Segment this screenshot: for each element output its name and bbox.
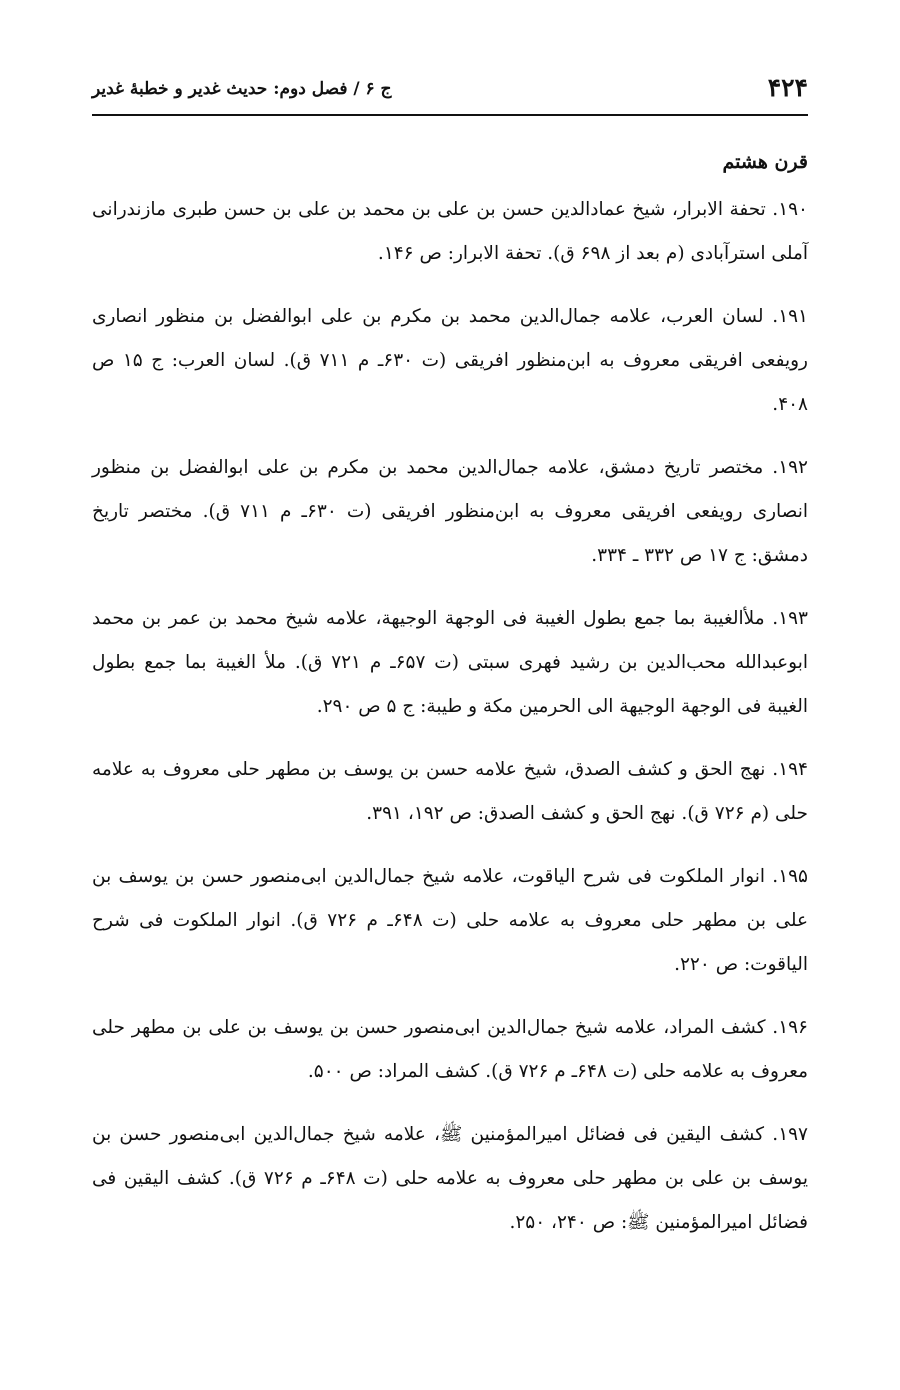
page-body: [92, 145, 808, 1264]
running-title: ج ۶ / فصل دوم: حدیث غدیر و خطبهٔ غدیر: [92, 79, 392, 99]
entry-195: ۱۹۵. انوار الملکوت فی شرح الیاقوت، علامه شیخ جمال‌الدین ابی‌منصور حسن بن یوسف بن علی بن مطهر حلی معروف به علامه حلی (ت ۶۴۸ـ م ۷۲۶ ق). انوار الملکوت فی شرح الیاقوت: ص ۲۲۰.: [92, 866, 808, 975]
section-heading: قرن هشتم: [722, 151, 808, 173]
entry-193: ۱۹۳. ملأالغیبة بما جمع بطول الغیبة فی الوجهة الوجیهة، علامه شیخ محمد بن عمر بن محمد ابوعبدالله محب‌الدین بن رشید فهری سبتی (ت ۶۵۷ـ م ۷۲۱ ق). ملأ الغیبة بما جمع بطول الغیبة فی الوجهة الوجیهة الی الحرمین مکة و طیبة: ج ۵ ص ۲۹۰.: [92, 608, 808, 717]
entry-197: ۱۹۷. کشف الیقین فی فضائل امیرالمؤمنین ﷺ، علامه شیخ جمال‌الدین ابی‌منصور حسن بن یوسف بن علی بن مطهر حلی معروف به علامه حلی (ت ۶۴۸ـ م ۷۲۶ ق). کشف الیقین فی فضائل امیرالمؤمنین ﷺ: ص ۲۴۰، ۲۵۰.: [92, 1124, 808, 1233]
entry-190: ۱۹۰. تحفة الابرار، شیخ عمادالدین حسن بن علی بن محمد بن علی بن حسن طبری مازندرانی آملی استرآبادی (م بعد از ۶۹۸ ق). تحفة الابرار: ص ۱۴۶.: [92, 199, 808, 264]
page-number: ۴۲۴: [767, 73, 808, 102]
entry-196: ۱۹۶. کشف المراد، علامه شیخ جمال‌الدین ابی‌منصور حسن بن یوسف بن علی بن مطهر حلی معروف به علامه حلی (ت ۶۴۸ـ م ۷۲۶ ق). کشف المراد: ص ۵۰۰.: [92, 1017, 808, 1082]
running-header: [92, 66, 808, 116]
entry-194: ۱۹۴. نهج الحق و کشف الصدق، شیخ علامه حسن بن یوسف بن مطهر حلی معروف به علامه حلی (م ۷۲۶ ق). نهج الحق و کشف الصدق: ص ۱۹۲، ۳۹۱.: [92, 759, 808, 824]
entry-192: ۱۹۲. مختصر تاریخ دمشق، علامه جمال‌الدین محمد بن مکرم بن علی ابوالفضل بن منظور انصاری رویفعی افریقی معروف به ابن‌منظور افریقی (ت ۶۳۰ـ م ۷۱۱ ق). مختصر تاریخ دمشق: ج ۱۷ ص ۳۳۲ ـ ۳۳۴.: [92, 457, 808, 566]
entry-191: ۱۹۱. لسان العرب، علامه جمال‌الدین محمد بن مکرم بن علی ابوالفضل بن منظور انصاری رویفعی افریقی معروف به ابن‌منظور افریقی (ت ۶۳۰ـ م ۷۱۱ ق). لسان العرب: ج ۱۵ ص ۴۰۸.: [92, 306, 808, 415]
